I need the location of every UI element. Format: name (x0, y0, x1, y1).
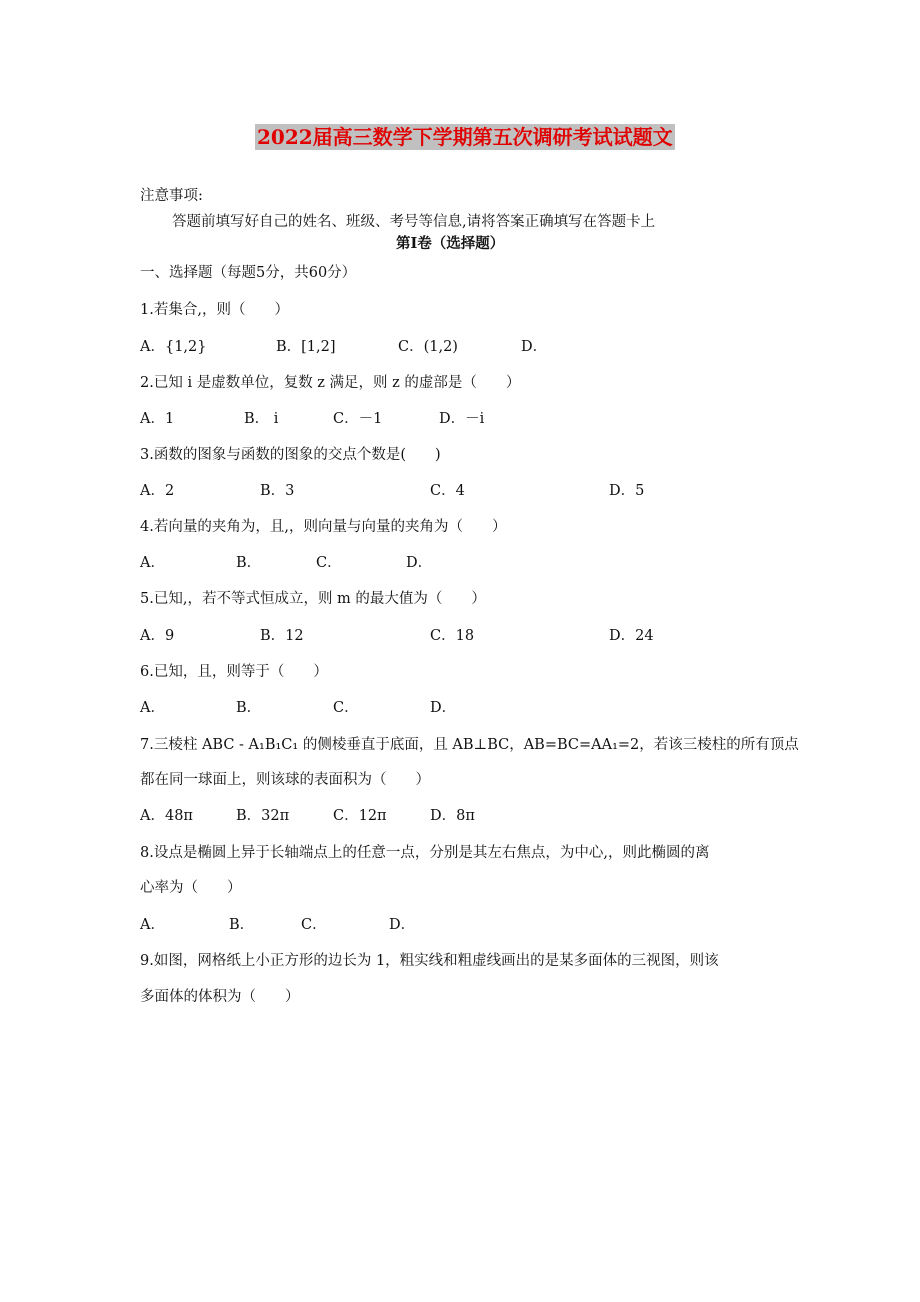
option-a: A．48π (140, 808, 193, 824)
option-c: C．(1,2) (398, 339, 458, 355)
option-c: C．18 (430, 628, 475, 644)
notice-text: 答题前填写好自己的姓名、班级、考号等信息,请将答案正确填写在答题卡上 (172, 214, 656, 230)
option-d: D．－i (439, 411, 485, 427)
option-c: C． (333, 700, 359, 716)
section-heading: 一、选择题（每题5分，共60分） (140, 265, 357, 281)
document-title: 2022届高三数学下学期第五次调研考试试题文 (257, 125, 673, 149)
option-a: A． (140, 917, 165, 933)
option-c: C． (301, 917, 327, 933)
option-d: D． (521, 339, 548, 355)
question-text: 8.设点是椭圆上异于长轴端点上的任意一点，分别是其左右焦点，为中心,，则此椭圆的离 (140, 845, 710, 861)
option-c: C．12π (333, 808, 387, 824)
question-text-continued: 心率为（ ） (140, 880, 242, 896)
question-text-continued: 多面体的体积为（ ） (140, 989, 300, 1005)
option-b: B．12 (260, 628, 304, 644)
option-b: B．3 (260, 483, 295, 499)
question-text: 7.三棱柱 ABC - A₁B₁C₁ 的侧棱垂直于底面，且 AB⊥BC，AB=BC=AA₁=2，若该三棱柱的所有顶点 (140, 737, 799, 753)
option-b: B． (236, 700, 262, 716)
option-b: B． (236, 555, 262, 571)
question-text: 9.如图，网格纸上小正方形的边长为 1，粗实线和粗虚线画出的是某多面体的三视图，则该 (140, 953, 719, 969)
option-d: D． (430, 700, 457, 716)
option-a: A．9 (140, 628, 175, 644)
option-a: A． (140, 700, 165, 716)
part-title: 第Ⅰ卷（选择题） (396, 235, 505, 252)
option-d: D． (406, 555, 433, 571)
option-a: A．1 (140, 411, 175, 427)
option-c: C． (316, 555, 342, 571)
option-c: C．4 (430, 483, 465, 499)
question-text: 2.已知 i 是虚数单位，复数 z 满足，则 z 的虚部是（ ） (140, 375, 521, 391)
option-d: D．24 (609, 628, 654, 644)
question-text: 4.若向量的夹角为，且,，则向量与向量的夹角为（ ） (140, 519, 507, 535)
notice-label: 注意事项: (140, 188, 203, 204)
option-a: A．2 (140, 483, 175, 499)
option-d: D．5 (609, 483, 645, 499)
question-text: 3.函数的图象与函数的图象的交点个数是( ) (140, 447, 441, 463)
question-text: 1.若集合,，则（ ） (140, 302, 289, 318)
option-b: B．[1,2] (276, 339, 336, 355)
option-d: D． (389, 917, 416, 933)
option-b: B．32π (236, 808, 290, 824)
option-d: D．8π (430, 808, 475, 824)
option-a: A．{1,2} (140, 339, 207, 355)
option-c: C．－1 (333, 411, 383, 427)
question-text: 5.已知,，若不等式恒成立，则 m 的最大值为（ ） (140, 591, 486, 607)
option-b: B． (229, 917, 255, 933)
question-text-continued: 都在同一球面上，则该球的表面积为（ ） (140, 772, 430, 788)
option-a: A． (140, 555, 165, 571)
option-b: B． i (244, 411, 279, 427)
question-text: 6.已知，且，则等于（ ） (140, 664, 328, 680)
